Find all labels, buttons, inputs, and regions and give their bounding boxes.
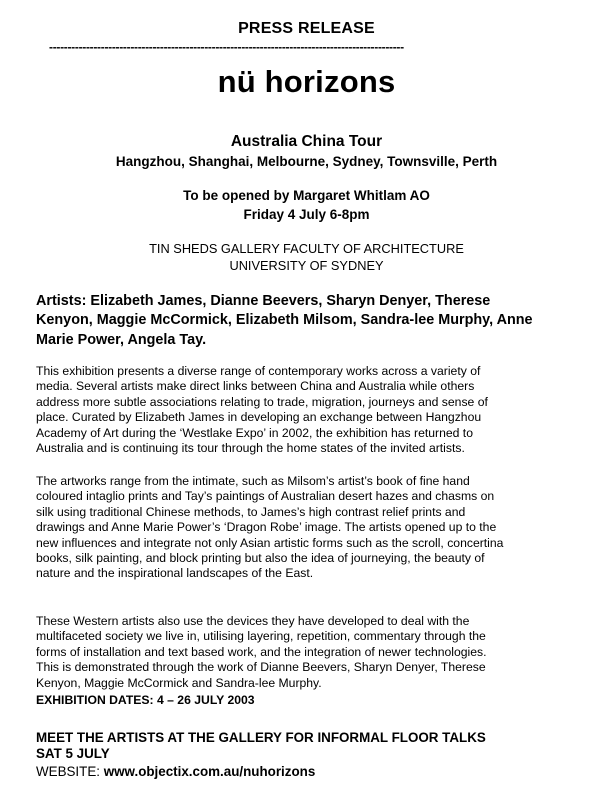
paragraph-line: drawings and Anne Marie Power’s ‘Dragon Robe’ image. The artists opened up to the	[36, 520, 497, 535]
paragraph-intro	[36, 364, 596, 456]
press-release-heading: PRESS RELEASE	[238, 20, 375, 37]
paragraph-line: books, silk painting, and block printing but also the idea of journeying, the beauty of	[36, 551, 485, 566]
tour-cities: Hangzhou, Shanghai, Melbourne, Sydney, Townsville, Perth	[115, 154, 498, 169]
artists-line: Kenyon, Maggie McCormick, Elizabeth Milsom, Sandra-lee Murphy, Anne	[36, 312, 533, 329]
opening-by: To be opened by Margaret Whitlam AO	[183, 188, 430, 203]
paragraph-line: coloured intaglio prints and Tay’s paintings of Australian desert hazes and chasms on	[36, 489, 495, 504]
opening-time: Friday 4 July 6-8pm	[243, 207, 370, 222]
tour-title: Australia China Tour	[230, 133, 383, 150]
paragraph-line: These Western artists also use the devices they have developed to deal with the	[36, 614, 470, 628]
paragraph-line: place. Curated by Elizabeth James in developing an exchange between Hangzhou	[36, 410, 482, 425]
paragraph-line: new influences and integrate not only Asian artistic forms such as the scroll, concertina	[36, 535, 504, 550]
website-link[interactable]: www.objectix.com.au/nuhorizons	[103, 764, 316, 779]
floor-talks-notice	[36, 730, 596, 762]
paragraph-line: forms of installation and text based work, and the integration of newer technologies.	[36, 644, 487, 659]
exhibition-dates: EXHIBITION DATES: 4 – 26 JULY 2003	[36, 693, 255, 707]
venue-line-2: UNIVERSITY OF SYDNEY	[229, 258, 384, 273]
floor-talks-line-1: MEET THE ARTISTS AT THE GALLERY FOR INFORMAL FLOOR TALKS	[36, 730, 486, 745]
website-label: WEBSITE:	[36, 764, 104, 779]
tour-info	[0, 132, 613, 172]
venue-line-1: TIN SHEDS GALLERY FACULTY OF ARCHITECTURE	[149, 241, 464, 256]
venue-info	[0, 240, 613, 274]
paragraph-line: silk using traditional Chinese methods, to James’s high contrast relief prints and	[36, 504, 466, 519]
exhibition-title: nü horizons	[217, 64, 396, 99]
paragraph-line: Australia and is continuing its tour through the home states of the invited artists.	[36, 441, 465, 456]
paragraph-line: This is demonstrated through the work of Dianne Beevers, Sharyn Denyer, Therese	[36, 660, 486, 675]
paragraph-artworks	[36, 474, 596, 582]
opening-info	[0, 186, 613, 224]
paragraph-western-artists	[36, 614, 596, 691]
paragraph-line: address more subtle associations relating to trade, migration, journeys and sense of	[36, 394, 488, 409]
paragraph-line: nature and the inspirational landscapes of the East.	[36, 566, 314, 581]
paragraph-line: Kenyon, Maggie McCormick and Sandra-lee Murphy.	[36, 675, 322, 690]
paragraph-line: media. Several artists make direct links between China and Australia while others	[36, 379, 475, 394]
paragraph-line: Academy of Art during the ‘Westlake Expo’ in 2002, the exhibition has returned to	[36, 425, 473, 440]
artists-list	[36, 292, 596, 350]
paragraph-line: This exhibition presents a diverse range of contemporary works across a variety of	[36, 364, 481, 378]
website-line	[36, 764, 315, 780]
divider-line: ------------------------------------------------------------------------------------------------	[49, 40, 404, 54]
artists-line: Artists: Elizabeth James, Dianne Beevers, Sharyn Denyer, Therese	[36, 293, 491, 309]
paragraph-line: The artworks range from the intimate, such as Milsom’s artist’s book of fine hand	[36, 474, 470, 488]
floor-talks-line-2: SAT 5 JULY	[36, 746, 110, 761]
paragraph-line: multifaceted society we live in, utilising layering, repetition, commentary through the	[36, 629, 486, 644]
artists-line: Marie Power, Angela Tay.	[36, 331, 207, 348]
